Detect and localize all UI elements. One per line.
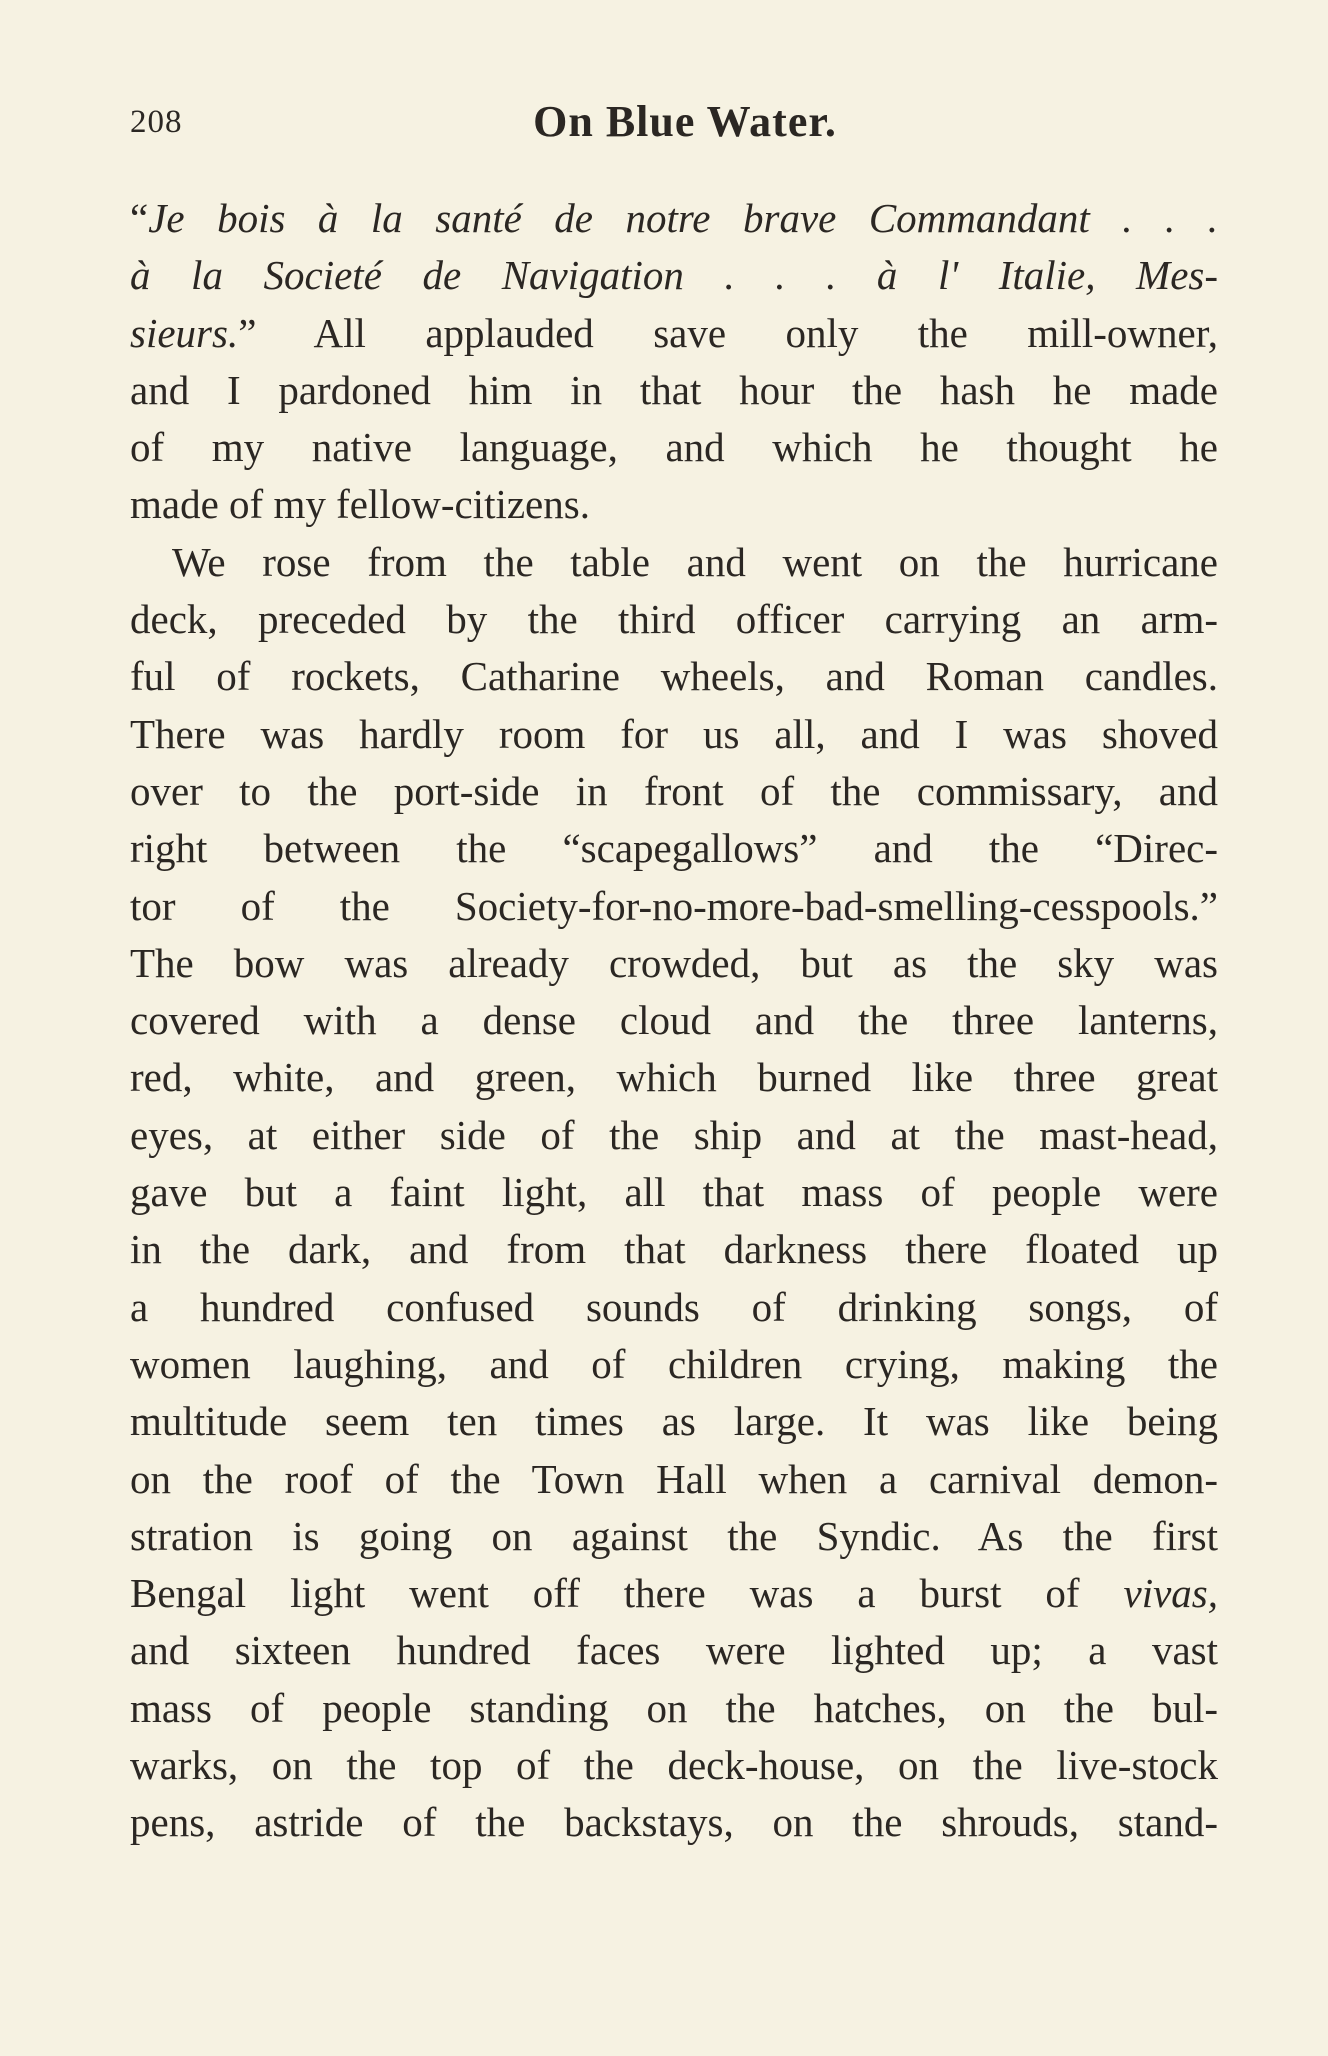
text-segment: pens, astride of the backstays, on the shrouds, stand- (130, 1799, 1218, 1846)
text-line (130, 763, 1218, 820)
text-segment: over to the port-side in front of the commissary, and (130, 767, 1218, 814)
text-line (130, 1164, 1218, 1221)
text-line (130, 1737, 1218, 1794)
text-line (130, 706, 1218, 763)
page-number: 208 (130, 104, 183, 140)
text-line (130, 534, 1218, 591)
text-segment: Bengal light went off there was a burst of (130, 1570, 1124, 1617)
text-segment: ful of rockets, Catharine wheels, and Roman candles. (130, 653, 1218, 700)
text-line (130, 878, 1218, 935)
text-line (130, 1451, 1218, 1508)
text-segment: ” All applauded save only the mill-owner, (238, 309, 1218, 356)
text-line (130, 1565, 1218, 1622)
text-segment: and sixteen hundred faces were lighted up; a vast (130, 1627, 1218, 1674)
text-segment: multitude seem ten times as large. It was like being (130, 1398, 1218, 1445)
text-segment: We rose from the table and went on the hurricane (172, 538, 1218, 585)
text-line (130, 1107, 1218, 1164)
text-segment: in the dark, and from that darkness there floated up (130, 1226, 1218, 1273)
text-line (130, 1622, 1218, 1679)
text-line (130, 190, 1218, 247)
text-segment: and I pardoned him in that hour the hash he made (130, 366, 1218, 413)
text-segment: right between the “scapegallows” and the “Direc- (130, 825, 1218, 872)
text-segment: of my native language, and which he thought he (130, 424, 1218, 471)
text-segment: women laughing, and of children crying, making the (130, 1340, 1218, 1387)
text-line (130, 476, 1218, 533)
text-segment: on the roof of the Town Hall when a carnival demon- (130, 1455, 1218, 1502)
text-segment: mass of people standing on the hatches, on the bul- (130, 1684, 1218, 1731)
italic-text: Je bois à la santé de notre brave Commandant . . . (148, 195, 1218, 241)
text-line (130, 1680, 1218, 1737)
text-segment: covered with a dense cloud and the three lanterns, (130, 997, 1218, 1044)
text-segment: tor of the Society-for-no-more-bad-smelling-cesspools.” (130, 882, 1218, 929)
text-line (130, 935, 1218, 992)
text-line (130, 419, 1218, 476)
text-segment: red, white, and green, which burned like three great (130, 1054, 1218, 1101)
text-line (130, 648, 1218, 705)
text-line (130, 1794, 1218, 1851)
body-text (130, 190, 1218, 1852)
text-segment: warks, on the top of the deck-house, on the live-stock (130, 1742, 1218, 1789)
italic-text: vivas, (1123, 1570, 1218, 1617)
text-segment: gave but a faint light, all that mass of people were (130, 1169, 1218, 1216)
text-line (130, 305, 1218, 362)
text-line (130, 1336, 1218, 1393)
text-segment: “ (130, 195, 149, 241)
text-segment: The bow was already crowded, but as the sky was (130, 939, 1218, 986)
text-segment: stration is going on against the Syndic. As the first (130, 1512, 1218, 1559)
text-line (130, 820, 1218, 877)
text-line (130, 1508, 1218, 1565)
text-segment: eyes, at either side of the ship and at the mast-head, (130, 1111, 1218, 1158)
text-segment: deck, preceded by the third officer carrying an arm- (130, 596, 1218, 643)
text-segment: a hundred confused sounds of drinking songs, of (130, 1283, 1218, 1330)
text-line (130, 362, 1218, 419)
text-line (130, 247, 1218, 304)
text-line (130, 1279, 1218, 1336)
text-line (130, 591, 1218, 648)
text-line (130, 992, 1218, 1049)
text-line (130, 1393, 1218, 1450)
running-title: On Blue Water. (533, 97, 837, 146)
text-line (130, 1221, 1218, 1278)
text-line (130, 1049, 1218, 1106)
running-head (130, 96, 1220, 156)
text-segment: There was hardly room for us all, and I was shoved (130, 710, 1218, 757)
text-segment: made of my fellow-citizens. (130, 481, 590, 528)
italic-text: à la Societé de Navigation . . . à l' Italie, Mes- (130, 252, 1218, 299)
italic-text: sieurs. (130, 309, 239, 356)
